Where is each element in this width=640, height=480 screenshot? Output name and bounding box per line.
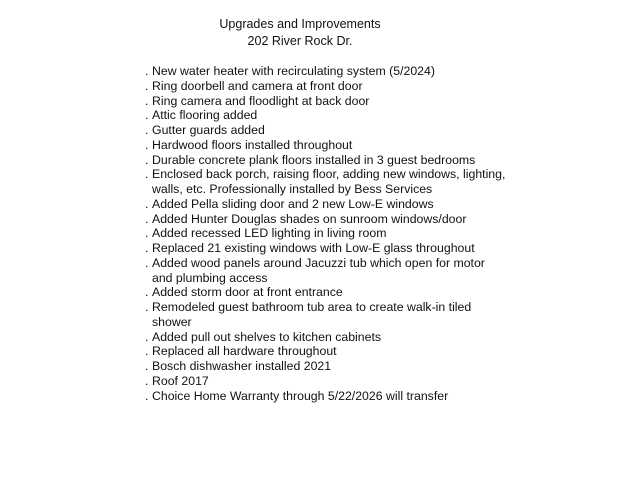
list-item-text: Bosch dishwasher installed 2021 xyxy=(152,359,332,373)
list-item xyxy=(145,197,525,212)
list-bullet: . xyxy=(145,241,149,255)
list-bullet: . xyxy=(145,359,149,373)
list-bullet: . xyxy=(145,64,149,78)
list-item xyxy=(145,153,525,168)
list-bullet: . xyxy=(145,300,149,314)
list-bullet: . xyxy=(145,108,149,123)
list-item xyxy=(145,300,525,330)
list-item xyxy=(145,212,525,227)
list-item-text: Ring camera and floodlight at back door xyxy=(152,93,370,108)
list-item xyxy=(145,138,525,153)
list-item-text: New water heater with recirculating system (5/2024) xyxy=(152,64,435,78)
list-item-text: Attic flooring added xyxy=(152,108,258,123)
list-item xyxy=(145,226,525,241)
list-item-text: Durable concrete plank floors installed in 3 guest bedrooms xyxy=(152,152,476,167)
list-item-text: Gutter guards added xyxy=(152,123,265,137)
list-item-text: Enclosed back porch, raising floor, adding new windows, lighting, xyxy=(152,167,506,182)
list-item-text: Remodeled guest bathroom tub area to create walk-in tiled xyxy=(152,300,472,314)
list-bullet: . xyxy=(145,167,149,182)
list-item xyxy=(145,389,525,404)
list-item-text: Added Pella sliding door and 2 new Low-E windows xyxy=(152,196,434,211)
list-item-text: Added storm door at front entrance xyxy=(152,285,343,300)
list-item xyxy=(145,167,525,197)
list-item xyxy=(145,256,525,286)
list-bullet: . xyxy=(145,344,149,359)
list-item xyxy=(145,330,525,345)
list-item-text: Replaced 21 existing windows with Low-E glass throughout xyxy=(152,241,475,255)
list-item xyxy=(145,344,525,359)
property-address: 202 River Rock Dr. xyxy=(247,34,353,48)
list-item-text: Choice Home Warranty through 5/22/2026 will transfer xyxy=(152,388,449,403)
list-bullet: . xyxy=(145,226,149,241)
list-item xyxy=(145,241,525,256)
upgrades-list xyxy=(145,64,525,403)
list-item-text: Roof 2017 xyxy=(152,373,209,388)
list-item xyxy=(145,108,525,123)
list-item-text: Added pull out shelves to kitchen cabinets xyxy=(152,329,382,344)
list-bullet: . xyxy=(145,196,149,211)
list-bullet: . xyxy=(145,373,149,388)
list-item xyxy=(145,79,525,94)
list-bullet: . xyxy=(145,211,149,226)
list-item-text: Added wood panels around Jacuzzi tub which open for motor xyxy=(152,255,485,270)
list-item xyxy=(145,285,525,300)
document-header xyxy=(0,16,600,50)
list-bullet: . xyxy=(145,285,149,300)
list-item-text: Added recessed LED lighting in living room xyxy=(152,226,387,241)
document-title: Upgrades and Improvements xyxy=(219,17,381,31)
list-item xyxy=(145,64,525,79)
list-bullet: . xyxy=(145,137,149,152)
list-bullet: . xyxy=(145,255,149,270)
list-item-text: Added Hunter Douglas shades on sunroom windows/door xyxy=(152,211,467,226)
list-bullet: . xyxy=(145,388,149,403)
list-bullet: . xyxy=(145,329,149,344)
list-bullet: . xyxy=(145,123,149,137)
list-item-continuation: shower xyxy=(152,314,192,329)
list-item-continuation: walls, etc. Professionally installed by Bess Services xyxy=(152,182,433,196)
list-item-text: Hardwood floors installed throughout xyxy=(152,137,353,152)
list-item-text: Replaced all hardware throughout xyxy=(152,344,337,359)
list-item-continuation: and plumbing access xyxy=(152,270,268,285)
list-item xyxy=(145,123,525,138)
list-item xyxy=(145,359,525,374)
list-bullet: . xyxy=(145,93,149,108)
list-item xyxy=(145,94,525,109)
list-item xyxy=(145,374,525,389)
list-bullet: . xyxy=(145,152,149,167)
list-bullet: . xyxy=(145,78,149,93)
list-item-text: Ring doorbell and camera at front door xyxy=(152,78,363,93)
